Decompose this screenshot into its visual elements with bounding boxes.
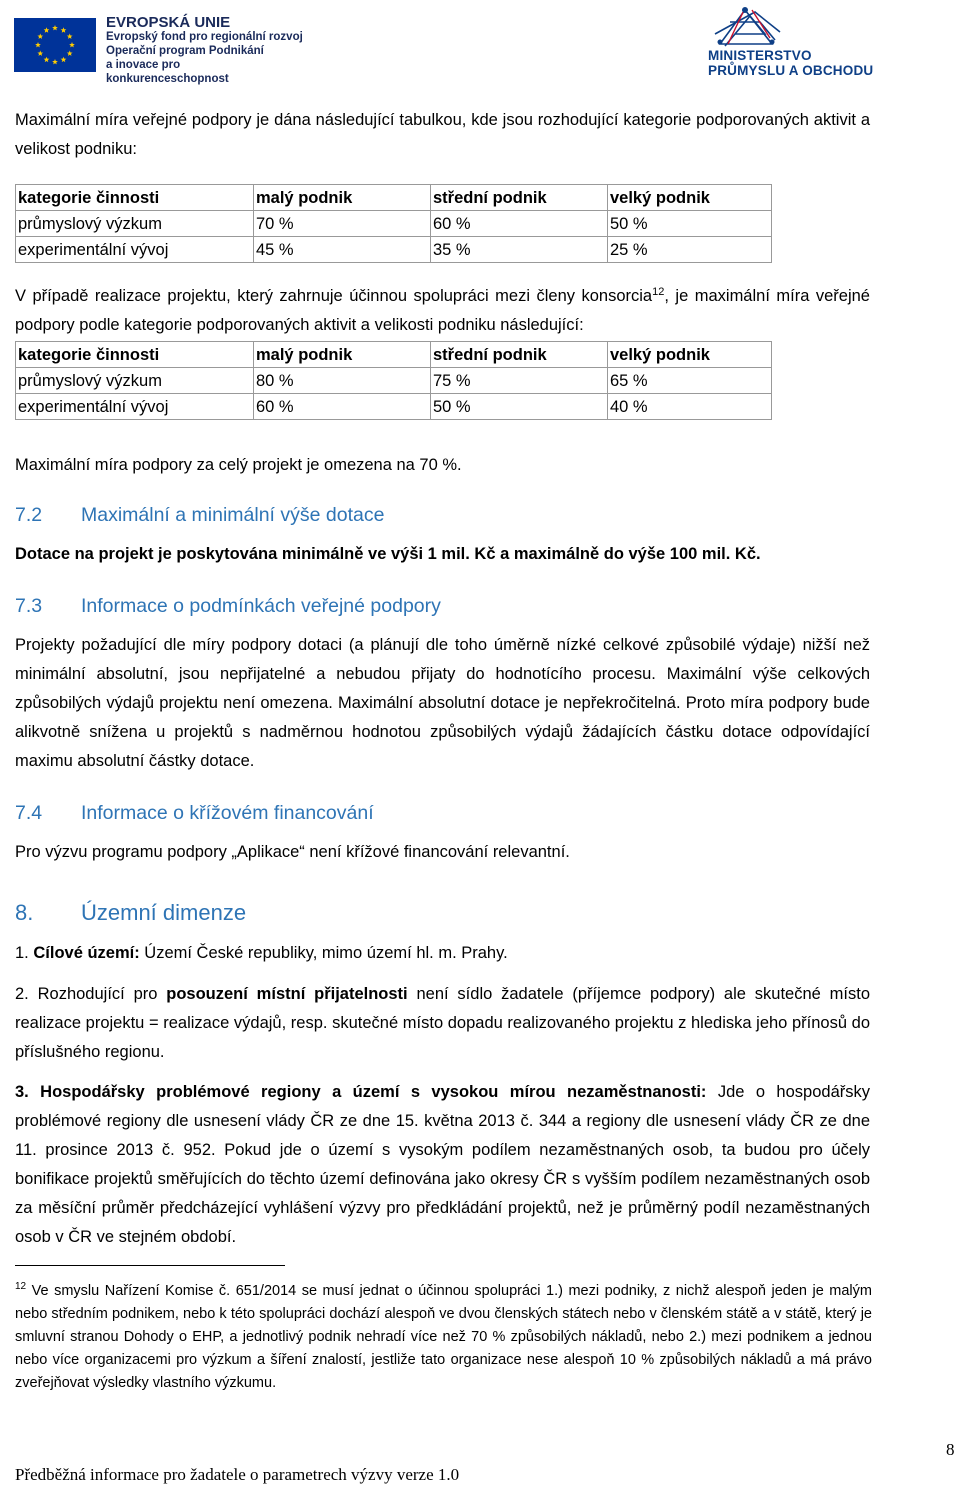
list-item [15, 939, 870, 968]
eu-logo [14, 14, 304, 85]
item-number: 1. [15, 944, 34, 962]
max-limit-text: Maximální míra podpory za celý projekt je omezena na 70 %. [15, 456, 462, 474]
eu-star-icon [44, 27, 50, 32]
section-heading-8 [15, 900, 246, 926]
footnote-reference[interactable]: 12 [652, 286, 665, 298]
eu-star-icon [52, 25, 58, 30]
table-cell: 80 % [254, 368, 431, 394]
table-header-cell: kategorie činnosti [16, 185, 254, 211]
section-7-2-text: Dotace na projekt je poskytována minimálně ve výši 1 mil. Kč a maximálně do výše 100 mil. Kč. [15, 545, 761, 563]
section-number: 8. [15, 900, 34, 925]
table-row [16, 237, 772, 263]
table-cell: 70 % [254, 211, 431, 237]
eu-star-icon [37, 51, 43, 56]
table-cell: průmyslový výzkum [16, 211, 254, 237]
eu-star-icon [67, 34, 73, 39]
table-cell: 60 % [431, 211, 608, 237]
table-cell: experimentální vývoj [16, 237, 254, 263]
eu-line: Evropský fond pro regionální rozvoj [106, 31, 303, 43]
item-label: posouzení místní přijatelnosti [166, 985, 408, 1003]
consortium-rate-table [15, 341, 772, 420]
section-number: 7.3 [15, 595, 43, 617]
footnote-text: Ve smyslu Nařízení Komise č. 651/2014 se musí jednat o účinnou spolupráci 1.) mezi podniky, z nichž alespoň jeden je malým nebo středním podnikem, nebo k této spolupráci dochází alespoň ve dvou členských státech nebo v členském státě a v státě, který je smluvní stranou Dohody o EHP, a jednotlivý podnik nehradí více než 70 % způsobilých nákladů, nebo 2.) mezi podnikem a jednou nebo více organizacemi pro výzkum a šíření znalostí, jestliže tato organizace nese alespoň 10 % způsobilých nákladů a má právo zveřejňovat výsledky vlastního výzkumu. [15, 1283, 872, 1391]
table-header-cell: velký podnik [608, 185, 772, 211]
consortium-paragraph [15, 282, 870, 340]
table-header-cell: střední podnik [431, 342, 608, 368]
table-cell: 50 % [608, 211, 772, 237]
item-text: Jde o hospodářsky problémové regiony dle usnesení vlády ČR ze dne 15. května 2013 č. 344 a regiony dle usnesení vlády ČR ze dne 11. prosince 2013 č. 952. Pokud jde o území s vysokým podílem nezaměstnaných osob, ta budou pro účely bonifikace projektů směřujících do těchto území definována jako okresy ČR s vyšším podílem nezaměstnaných osob za měsíční průměr předcházející vyhlášení výzvy pro předkládání projektů, než je průměrný podíl nezaměstnaných osob v ČR ve stejném období. [15, 1083, 870, 1246]
table-cell: 75 % [431, 368, 608, 394]
eu-line: EVROPSKÁ UNIE [106, 14, 231, 31]
section-number: 7.4 [15, 802, 43, 824]
eu-line: Operační program Podnikání [106, 45, 264, 57]
mpo-logo [700, 4, 872, 84]
table-cell: 40 % [608, 394, 772, 420]
section-title: Informace o podmínkách veřejné podpory [81, 595, 441, 617]
eu-star-icon [44, 57, 50, 62]
table-header-cell: malý podnik [254, 342, 431, 368]
table-cell: 50 % [431, 394, 608, 420]
table-header-cell: malý podnik [254, 185, 431, 211]
eu-star-icon [52, 59, 58, 64]
eu-logo-text [106, 16, 304, 86]
intro-paragraph: Maximální míra veřejné podpory je dána následující tabulkou, kde jsou rozhodující kategorie podporovaných aktivit a velikost podniku: [15, 111, 870, 158]
item-label: Cílové území: [33, 944, 140, 962]
footnote-separator [15, 1265, 285, 1266]
section-title: Informace o křížovém financování [81, 802, 374, 824]
table-cell: 45 % [254, 237, 431, 263]
table-row [16, 368, 772, 394]
page-footer: Předběžná informace pro žadatele o parametrech výzvy verze 1.0 [15, 1465, 460, 1484]
section-heading-7-3 [15, 595, 441, 618]
table-cell: 60 % [254, 394, 431, 420]
eu-star-icon [37, 34, 43, 39]
table-cell: experimentální vývoj [16, 394, 254, 420]
eu-star-icon [61, 27, 67, 32]
table-header-row [16, 342, 772, 368]
eu-flag-icon [14, 18, 96, 72]
list-item [15, 980, 870, 1067]
section-7-4-text: Pro výzvu programu podpory „Aplikace“ není křížové financování relevantní. [15, 843, 570, 861]
section-number: 7.2 [15, 504, 43, 526]
table-row [16, 211, 772, 237]
consortium-text: , je maximální míra veřejné podpory podle kategorie podporovaných aktivit a velikosti podniku následující: [15, 287, 870, 334]
mpo-line: PRŮMYSLU A OBCHODU [708, 63, 874, 78]
footnote-number: 12 [15, 1281, 27, 1292]
eu-line: a inovace pro konkurenceschopnost [106, 59, 229, 85]
table-row [16, 394, 772, 420]
section-title: Územní dimenze [81, 900, 247, 925]
mpo-logo-text [708, 48, 878, 78]
page-number: 8 [946, 1440, 955, 1459]
item-text: Území České republiky, mimo území hl. m. Prahy. [139, 944, 508, 962]
table-cell: 65 % [608, 368, 772, 394]
eu-star-icon [61, 57, 67, 62]
section-heading-7-2 [15, 504, 384, 527]
item-label: 3. Hospodářsky problémové regiony a území s vysokou mírou nezaměstnanosti: [15, 1083, 707, 1101]
table-cell: 25 % [608, 237, 772, 263]
section-7-3-text: Projekty požadující dle míry podpory dotaci (a plánují dle toho úměrně nízké celkové způsobilé výdaje) nižší než minimální absolutní, jsou nepřijatelné a nebudou přijaty do hodnotícího procesu. Maximální výše celkových způsobilých výdajů projektu není omezena. Maximální absolutní dotace je nepřekročitelná. Proto míra podpory bude alikvotně snížena u projektů s nadměrnou hodnotou způsobilých výdajů žádajících částku dotace odpovídající maximu absolutní částky dotace. [15, 636, 870, 770]
mpo-globe-icon [700, 4, 872, 50]
item-text: není sídlo žadatele (příjemce podpory) ale skutečné místo realizace projektu = realizace výdajů, resp. skutečné místo dopadu realizovaného projektu z hlediska jeho přínosů do příslušného regionu. [15, 985, 870, 1061]
table-header-cell: kategorie činnosti [16, 342, 254, 368]
mpo-line: MINISTERSTVO [708, 48, 812, 63]
consortium-text: V případě realizace projektu, který zahrnuje účinnou spolupráci mezi členy konsorcia [15, 287, 653, 305]
table-cell: průmyslový výzkum [16, 368, 254, 394]
item-text: 2. Rozhodující pro [15, 985, 167, 1003]
table-cell: 35 % [431, 237, 608, 263]
footnote [15, 1280, 872, 1395]
eu-star-icon [67, 51, 73, 56]
list-item [15, 1078, 870, 1252]
support-rate-table [15, 184, 772, 263]
table-header-cell: velký podnik [608, 342, 772, 368]
table-header-cell: střední podnik [431, 185, 608, 211]
eu-star-icon [69, 42, 75, 47]
section-heading-7-4 [15, 802, 374, 825]
section-title: Maximální a minimální výše dotace [81, 504, 385, 526]
table-header-row [16, 185, 772, 211]
eu-star-icon [35, 42, 41, 47]
